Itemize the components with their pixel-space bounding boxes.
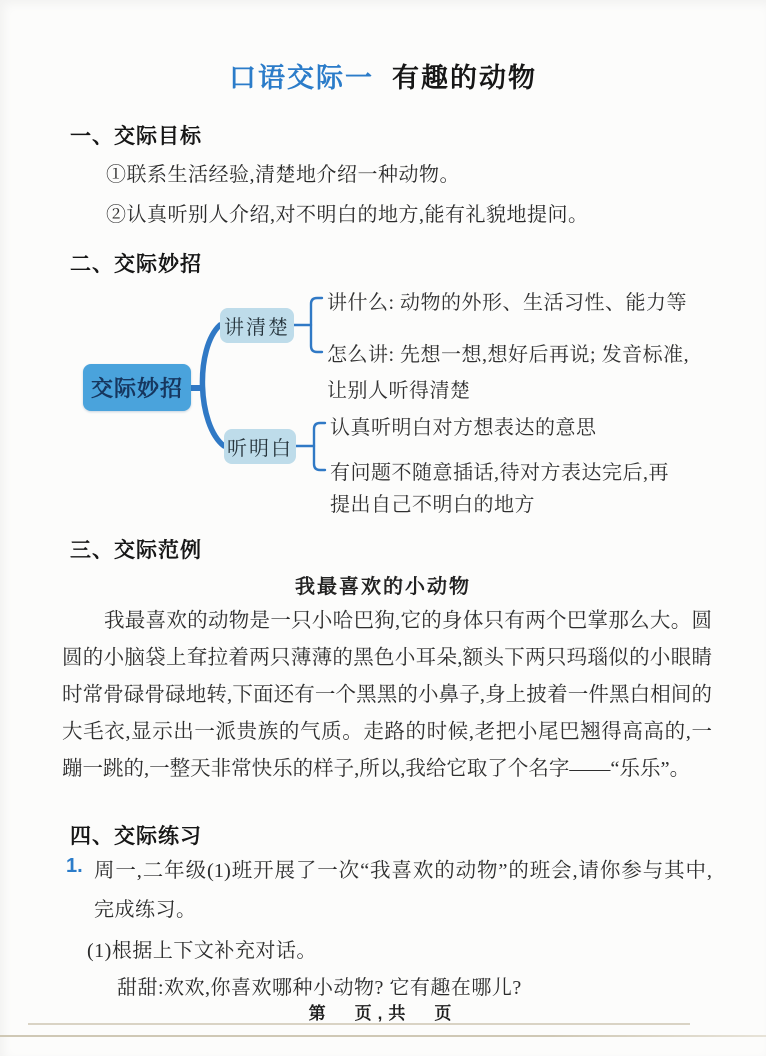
- mind-map-branch-listen-well: 听明白: [224, 429, 296, 464]
- branch2-item-no-interrupt-line2: 提出自己不明白的地方: [330, 494, 535, 516]
- essay-line: 蹦一跳的,一整天非常快乐的样子,所以,我给它取了个名字——“乐乐”。: [62, 758, 691, 780]
- essay-line: 圆的小脑袋上耷拉着两只薄薄的黑色小耳朵,额头下两只玛瑙似的小眼睛: [62, 647, 712, 669]
- section-heading-example: 三、交际范例: [70, 539, 202, 562]
- section-heading-tips: 二、交际妙招: [70, 253, 202, 276]
- branch2-item-no-interrupt-line1: 有问题不随意插话,待对方表达完后,再: [330, 462, 669, 484]
- dialog-line-tiantian: 甜甜:欢欢,你喜欢哪种小动物? 它有趣在哪儿?: [117, 977, 522, 999]
- section-heading-practice: 四、交际练习: [70, 825, 202, 848]
- essay-line: 大毛衣,显示出一派贵族的气质。走路的时候,老把小尾巴翘得高高的,一: [62, 721, 712, 743]
- mind-map-branch-speak-clearly: 讲清楚: [220, 308, 294, 343]
- page-title-lesson-number: 口语交际一: [229, 63, 374, 93]
- footer-page-label: 第 页,共 页: [308, 1004, 458, 1023]
- branch1-item-how-to-say-line2: 让别人听得清楚: [327, 380, 471, 402]
- footer-rule-bottom: [0, 1035, 766, 1037]
- question-1-number: 1.: [66, 855, 83, 877]
- page-title: [0, 56, 766, 95]
- example-essay-paragraph: [62, 603, 712, 788]
- mind-map-root-node: 交际妙招: [83, 364, 191, 411]
- question-1-line1: 周一,二年级(1)班开展了一次“我喜欢的动物”的班会,请你参与其中,: [94, 860, 712, 882]
- branch2-item-listen-carefully: 认真听明白对方想表达的意思: [330, 417, 597, 439]
- section-heading-goals: 一、交际目标: [70, 125, 202, 148]
- page-title-topic: 有趣的动物: [392, 63, 537, 93]
- essay-line: 时常骨碌骨碌地转,下面还有一个黑黑的小鼻子,身上披着一件黑白相间的: [62, 684, 712, 706]
- essay-line: 我最喜欢的动物是一只小哈巴狗,它的身体只有两个巴掌那么大。圆: [104, 610, 712, 632]
- tips-mind-map: [0, 280, 766, 515]
- question-1-sub1: (1)根据上下文补充对话。: [87, 940, 317, 962]
- goal-item-1: ①联系生活经验,清楚地介绍一种动物。: [106, 164, 460, 186]
- branch1-item-how-to-say-line1: 怎么讲: 先想一想,想好后再说; 发音标准,: [327, 344, 690, 366]
- branch1-item-what-to-say: 讲什么: 动物的外形、生活习性、能力等: [327, 292, 688, 314]
- goal-item-2: ②认真听别人介绍,对不明白的地方,能有礼貌地提问。: [106, 204, 589, 226]
- footer-rule-top: [28, 1023, 690, 1025]
- question-1-line2: 完成练习。: [94, 899, 197, 921]
- example-essay-title: 我最喜欢的小动物: [295, 576, 471, 598]
